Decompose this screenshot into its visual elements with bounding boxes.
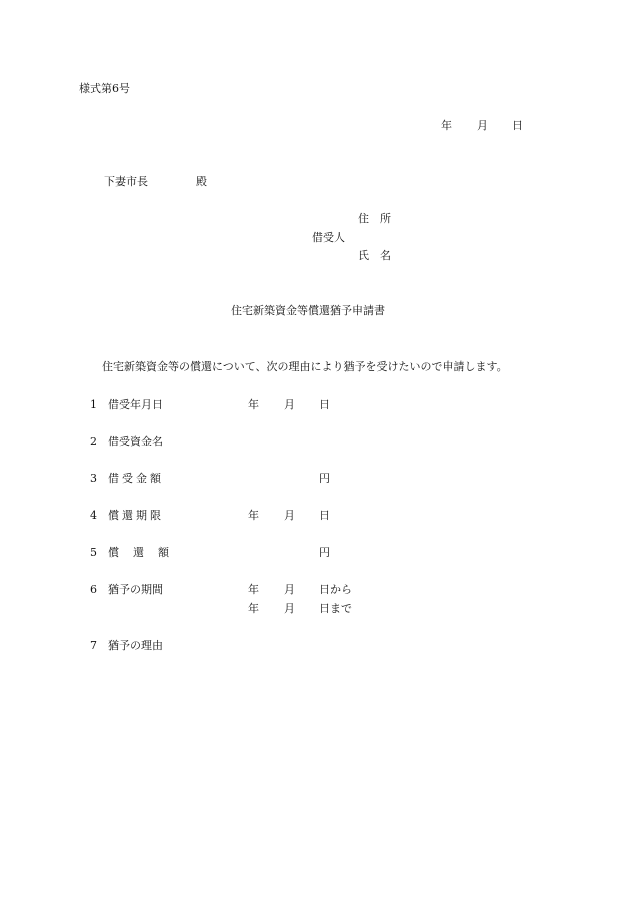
item-2-number: 2 [90, 435, 97, 448]
item-3-number: 3 [90, 472, 97, 485]
borrower-label: 借受人 [312, 231, 345, 244]
item-7-number: 7 [90, 639, 97, 652]
date-day: 日 [512, 119, 523, 132]
item-6-to-day: 日まで [319, 602, 352, 615]
form-number: 様式第6号 [79, 82, 130, 95]
item-1-day: 日 [319, 398, 330, 411]
item-4-number: 4 [90, 509, 97, 522]
item-5-label: 償還額 [108, 546, 183, 559]
item-6-number: 6 [90, 583, 97, 596]
item-4-month: 月 [284, 509, 295, 522]
borrower-address-label: 住 所 [358, 212, 391, 225]
item-6-to-month: 月 [284, 602, 295, 615]
item-3-unit: 円 [319, 472, 330, 485]
document-title: 住宅新築資金等償還猶予申請書 [231, 304, 385, 317]
intro-text: 住宅新築資金等の償還について、次の理由により猶予を受けたいので申請します。 [102, 360, 508, 373]
item-3-label: 借受金額 [108, 472, 164, 485]
date-month: 月 [477, 119, 488, 132]
item-6-to-year: 年 [248, 602, 259, 615]
item-4-year: 年 [248, 509, 259, 522]
item-4-day: 日 [319, 509, 330, 522]
item-7-label: 猶予の理由 [108, 639, 163, 652]
item-6-from-month: 月 [284, 583, 295, 596]
item-1-label: 借受年月日 [108, 398, 163, 411]
date-year: 年 [441, 119, 452, 132]
item-1-year: 年 [248, 398, 259, 411]
item-6-label: 猶予の期間 [108, 583, 163, 596]
item-2-label: 借受資金名 [108, 435, 163, 448]
item-6-from-year: 年 [248, 583, 259, 596]
addressee-name: 下妻市長 [104, 175, 148, 188]
item-1-number: 1 [90, 398, 97, 411]
item-4-label: 償還期限 [108, 509, 164, 522]
item-1-month: 月 [284, 398, 295, 411]
item-6-from-day: 日から [319, 583, 352, 596]
item-5-number: 5 [90, 546, 97, 559]
borrower-name-label: 氏 名 [358, 249, 391, 262]
addressee-honorific: 殿 [196, 175, 207, 188]
item-5-unit: 円 [319, 546, 330, 559]
